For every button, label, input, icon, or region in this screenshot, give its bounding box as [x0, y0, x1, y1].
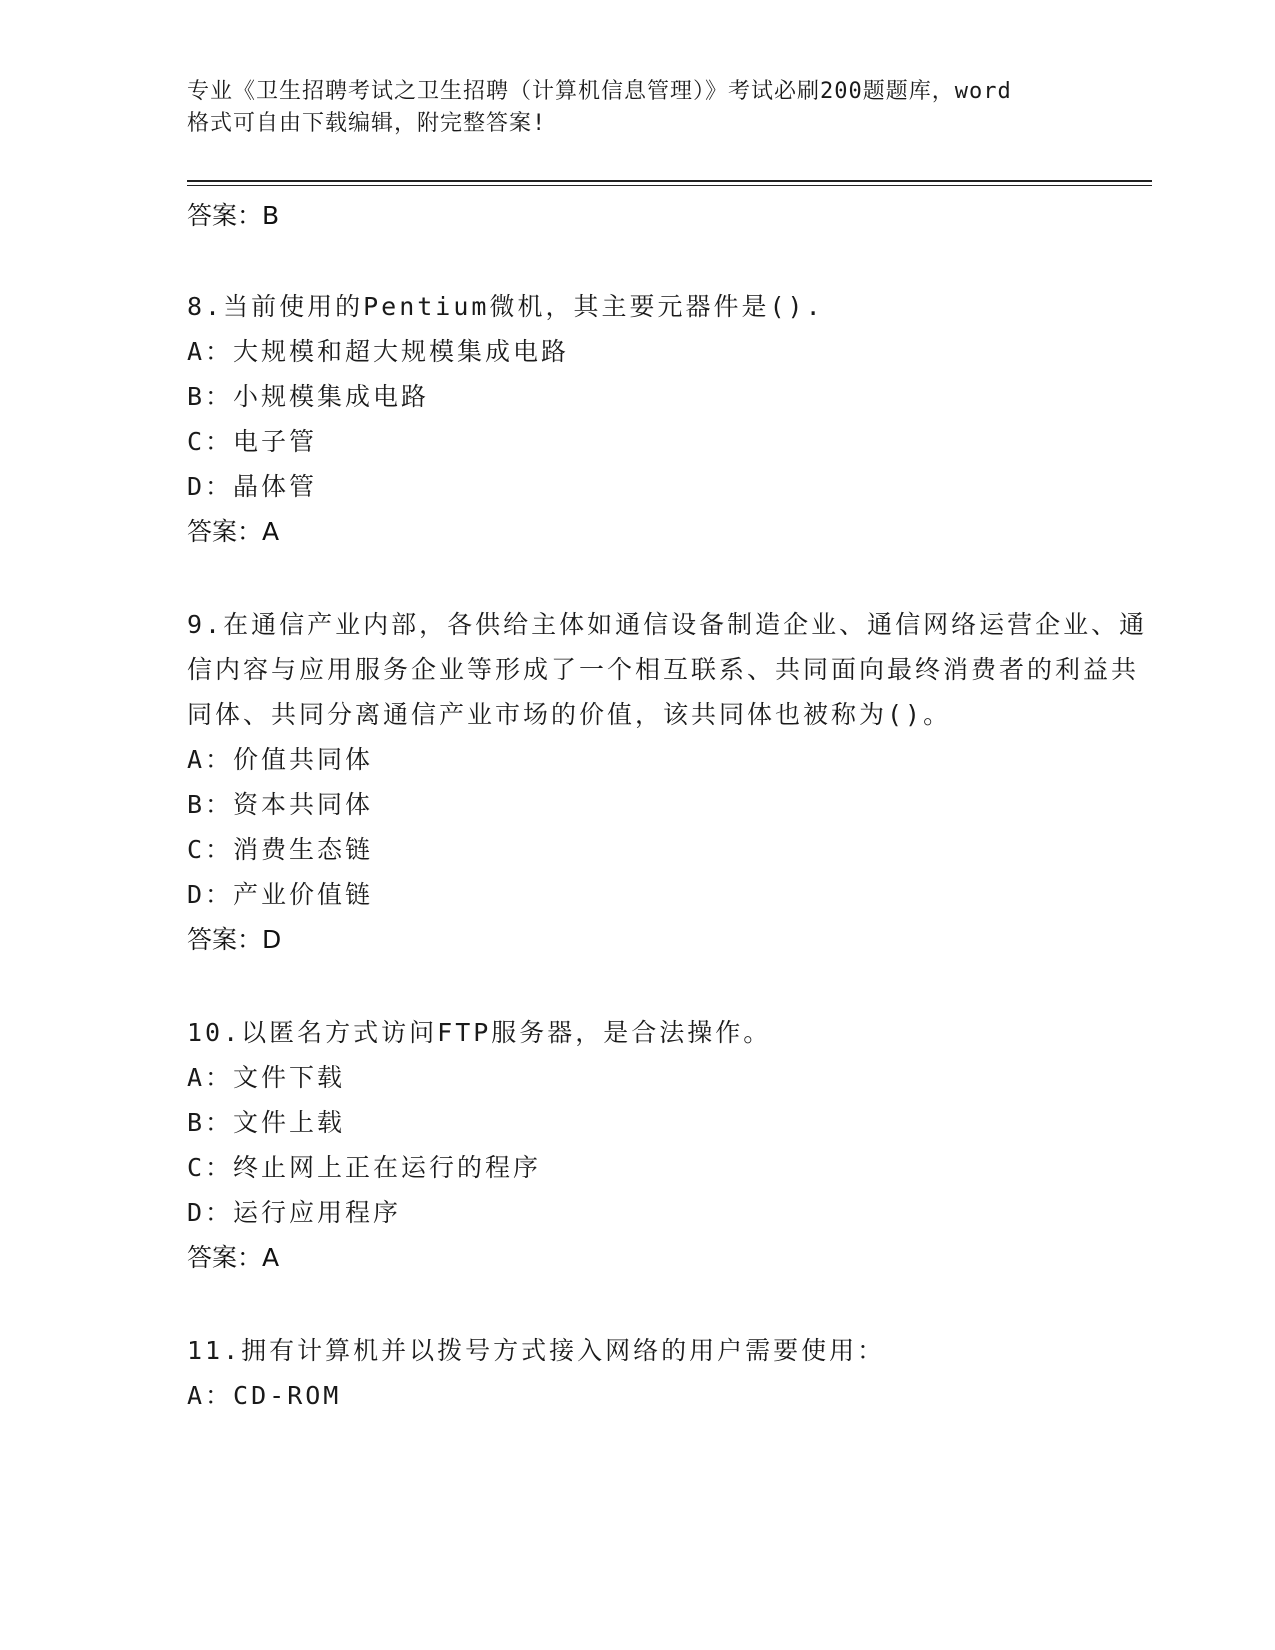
option-a: A：大规模和超大规模集成电路 [187, 337, 570, 366]
option-b: B：文件上载 [187, 1108, 346, 1137]
answer: 答案：D [187, 925, 282, 954]
answer: 答案：A [187, 1243, 280, 1272]
option-b: B：资本共同体 [187, 790, 374, 819]
option-b: B：小规模集成电路 [187, 382, 430, 411]
header-divider [187, 180, 1152, 186]
question-10 [187, 1010, 1152, 1280]
option-c: C：电子管 [187, 427, 318, 456]
option-d: D：晶体管 [187, 472, 318, 501]
answer-previous: 答案：B [187, 201, 280, 230]
question-9 [187, 602, 1152, 962]
question-text: 11.拥有计算机并以拨号方式接入网络的用户需要使用： [187, 1336, 886, 1365]
question-8 [187, 284, 1152, 554]
document-page [187, 0, 1152, 1418]
option-d: D：运行应用程序 [187, 1198, 402, 1227]
option-d: D：产业价值链 [187, 880, 374, 909]
question-text: 9.在通信产业内部，各供给主体如通信设备制造企业、通信网络运营企业、通信内容与应用服务企业等形成了一个相互联系、共同面向最终消费者的利益共同体、共同分离通信产业市场的价值，该共同体也被称为()。 [187, 610, 1148, 729]
option-a: A：文件下载 [187, 1063, 346, 1092]
option-c: C：消费生态链 [187, 835, 374, 864]
option-a: A：价值共同体 [187, 745, 374, 774]
option-c: C：终止网上正在运行的程序 [187, 1153, 542, 1182]
header-line-1: 专业《卫生招聘考试之卫生招聘（计算机信息管理）》考试必刷200题题库，word [187, 79, 1012, 104]
question-text: 10.以匿名方式访问FTP服务器，是合法操作。 [187, 1018, 772, 1047]
answer: 答案：A [187, 517, 280, 546]
question-11 [187, 1328, 1152, 1418]
header-line-2: 格式可自由下载编辑，附完整答案! [187, 111, 547, 136]
document-header [187, 76, 1152, 140]
question-text: 8.当前使用的Pentium微机，其主要元器件是(). [187, 292, 824, 321]
option-a: A：CD-ROM [187, 1381, 342, 1410]
